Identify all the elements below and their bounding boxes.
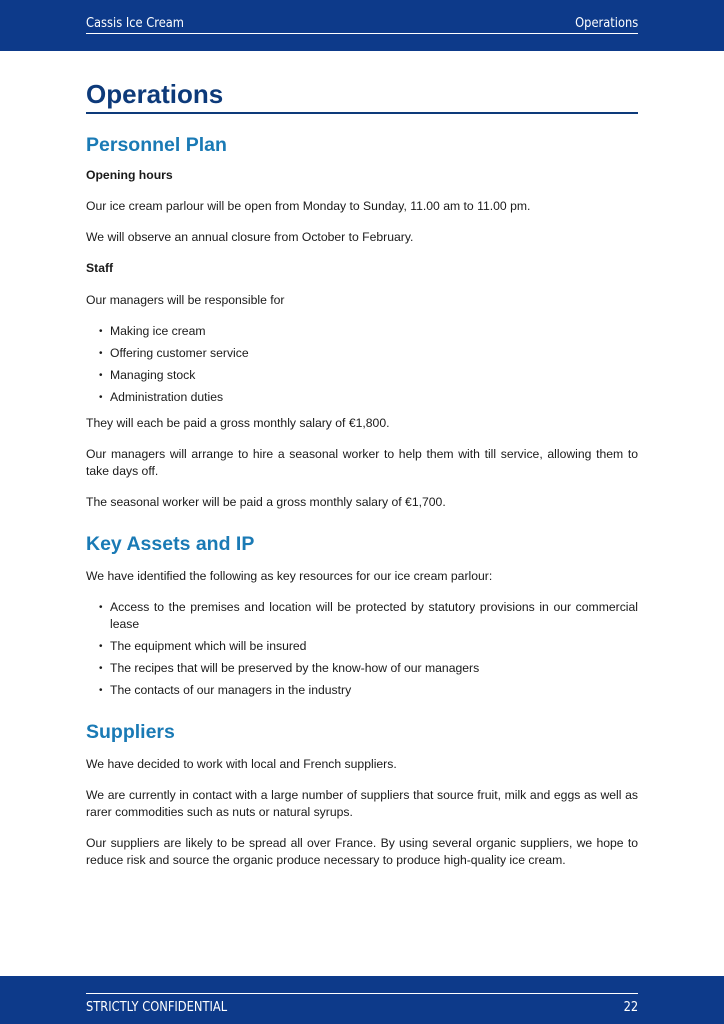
footer-rule: [86, 993, 638, 1020]
page-title: Operations: [86, 78, 638, 114]
section-heading-personnel: Personnel Plan: [86, 134, 227, 156]
confidentiality-label: STRICTLY CONFIDENTIAL: [86, 999, 228, 1015]
staff-label: Staff: [86, 261, 114, 275]
list-item: • The recipes that will be preserved by the know-how of our managers: [86, 660, 638, 677]
suppliers-paragraph-3: Our suppliers are likely to be spread all over France. By using several organic suppliers, we hope to reduce risk and source the organic produce necessary to produce high-quality ice cream.: [86, 836, 638, 867]
assets-list: [86, 599, 638, 699]
section-heading-suppliers: Suppliers: [86, 721, 175, 743]
seasonal-worker-text: Our managers will arrange to hire a seasonal worker to help them with till service, allowing them to take days off.: [86, 447, 638, 478]
suppliers-paragraph-1: We have decided to work with local and French suppliers.: [86, 757, 397, 771]
list-item: • Administration duties: [86, 389, 638, 406]
page-number: 22: [623, 999, 638, 1015]
duties-list: [86, 323, 638, 406]
managers-intro: Our managers will be responsible for: [86, 293, 285, 307]
list-item: • Offering customer service: [86, 345, 638, 362]
list-item: • The equipment which will be insured: [86, 638, 638, 655]
list-item: • The contacts of our managers in the industry: [86, 682, 638, 699]
header-company-name: Cassis Ice Cream: [86, 15, 184, 31]
manager-salary-text: They will each be paid a gross monthly salary of €1,800.: [86, 416, 390, 430]
opening-hours-label: Opening hours: [86, 168, 173, 182]
suppliers-paragraph-2: We are currently in contact with a large number of suppliers that source fruit, milk and eggs as well as rarer commodities such as nuts or natural syrups.: [86, 788, 638, 819]
page-footer: [0, 976, 724, 1024]
seasonal-salary-text: The seasonal worker will be paid a gross monthly salary of €1,700.: [86, 495, 446, 509]
header-rule: [86, 0, 638, 34]
closure-text: We will observe an annual closure from October to February.: [86, 230, 414, 244]
assets-intro: We have identified the following as key resources for our ice cream parlour:: [86, 569, 493, 583]
opening-hours-text: Our ice cream parlour will be open from Monday to Sunday, 11.00 am to 11.00 pm.: [86, 199, 531, 213]
header-section-name: Operations: [574, 15, 638, 31]
section-heading-assets: Key Assets and IP: [86, 533, 255, 555]
list-item: • Making ice cream: [86, 323, 638, 340]
list-item: • Managing stock: [86, 367, 638, 384]
page-header: [0, 0, 724, 51]
page-content: [86, 78, 638, 869]
list-item: • Access to the premises and location will be protected by statutory provisions in our commercial lease: [86, 599, 638, 633]
